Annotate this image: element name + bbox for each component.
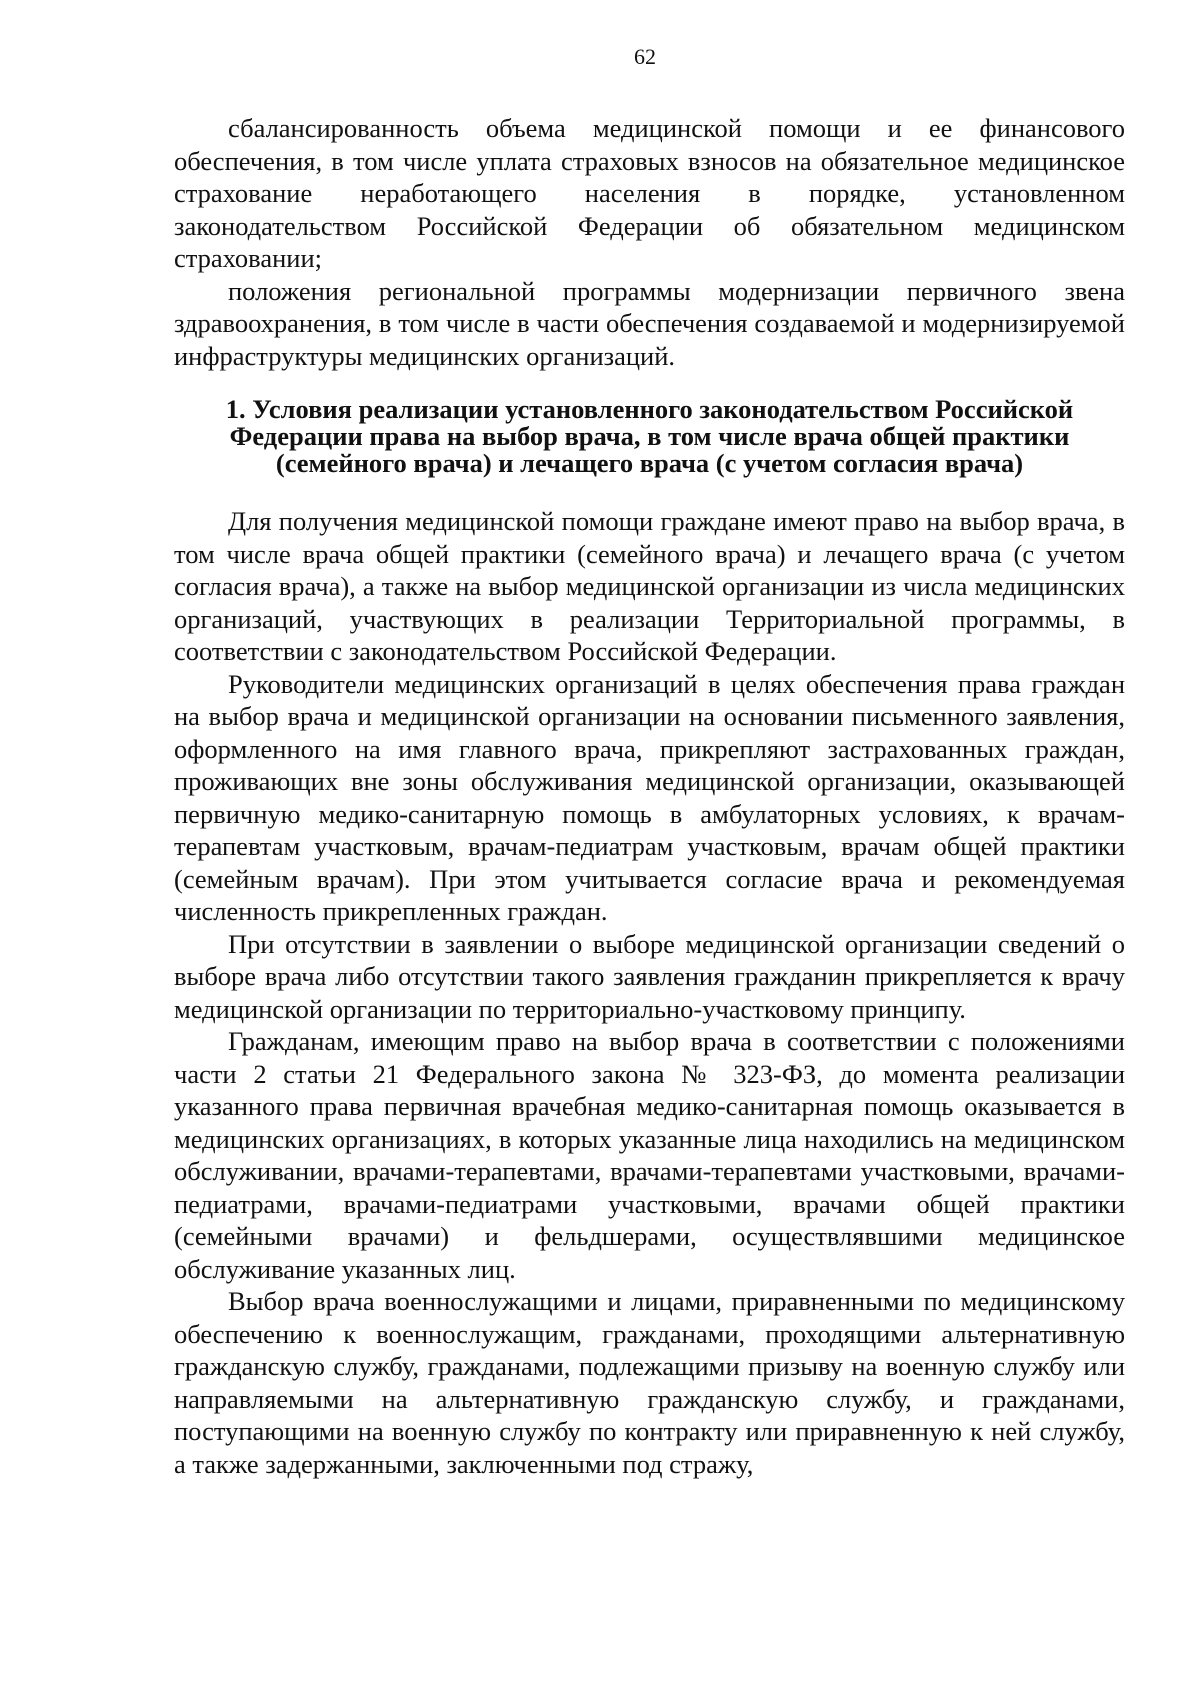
document-body <box>174 112 1125 1480</box>
page-number: 62 <box>634 44 656 69</box>
section-heading <box>174 396 1125 477</box>
paragraph: сбалансированность объема медицинской помощи и ее финансового обеспечения, в том числе уплата страховых взносов на обязательное медицинское страхование неработающего населения в порядке, установленном законодательством Российской Федерации об обязательном медицинском страховании; <box>174 113 1125 273</box>
paragraph: Руководители медицинских организаций в целях обеспечения права граждан на выбор врача и медицинской организации на основании письменного заявления, оформленного на имя главного врача, прикрепляют застрахованных граждан, проживающих вне зоны обслуживания медицинской организации, оказывающей первичную медико-санитарную помощь в амбулаторных условиях, к врачам-терапевтам участковым, врачам-педиатрам участковым, врачам общей практики (семейным врачам). При этом учитывается согласие врача и рекомендуемая численность прикрепленных граждан. <box>174 668 1125 926</box>
paragraph: Выбор врача военнослужащими и лицами, приравненными по медицинскому обеспечению к военнослужащим, гражданами, проходящими альтернативную гражданскую службу, гражданами, подлежащими призыву на военную службу или направляемыми на альтернативную гражданскую службу, и гражданами, поступающими на военную службу по контракту или приравненную к ней службу, а также задержанными, заключенными под стражу, <box>174 1286 1125 1479</box>
section-heading-line: 1. Условия реализации установленного законодательством Российской <box>225 394 1074 424</box>
section-heading-line: Федерации права на выбор врача, в том числе врача общей практики <box>229 421 1070 451</box>
section-body <box>174 505 1125 1480</box>
paragraph: Гражданам, имеющим право на выбор врача в соответствии с положениями части 2 статьи 21 Федерального закона № 323-ФЗ, до момента реализации указанного права первичная врачебная медико-санитарная помощь оказывается в медицинских организациях, в которых указанные лица находились на медицинском обслуживании, врачами-терапевтами, врачами-терапевтами участковыми, врачами-педиатрами, врачами-педиатрами участковыми, врачами общей практики (семейными врачами) и фельдшерами, осуществлявшими медицинское обслуживание указанных лиц. <box>174 1026 1125 1284</box>
section-heading-line: (семейного врача) и лечащего врача (с учетом согласия врача) <box>275 448 1024 478</box>
paragraph: положения региональной программы модернизации первичного звена здравоохранения, в том числе в части обеспечения создаваемой и модернизируемой инфраструктуры медицинских организаций. <box>174 275 1125 371</box>
paragraph: Для получения медицинской помощи граждане имеют право на выбор врача, в том числе врача общей практики (семейного врача) и лечащего врача (с учетом согласия врача), а также на выбор медицинской организации из числа медицинских организаций, участвующих в реализации Территориальной программы, в соответствии с законодательством Российской Федерации. <box>174 506 1125 666</box>
paragraph: При отсутствии в заявлении о выборе медицинской организации сведений о выборе врача либо отсутствии такого заявления гражданин прикрепляется к врачу медицинской организации по территориально-участковому принципу. <box>174 928 1125 1024</box>
